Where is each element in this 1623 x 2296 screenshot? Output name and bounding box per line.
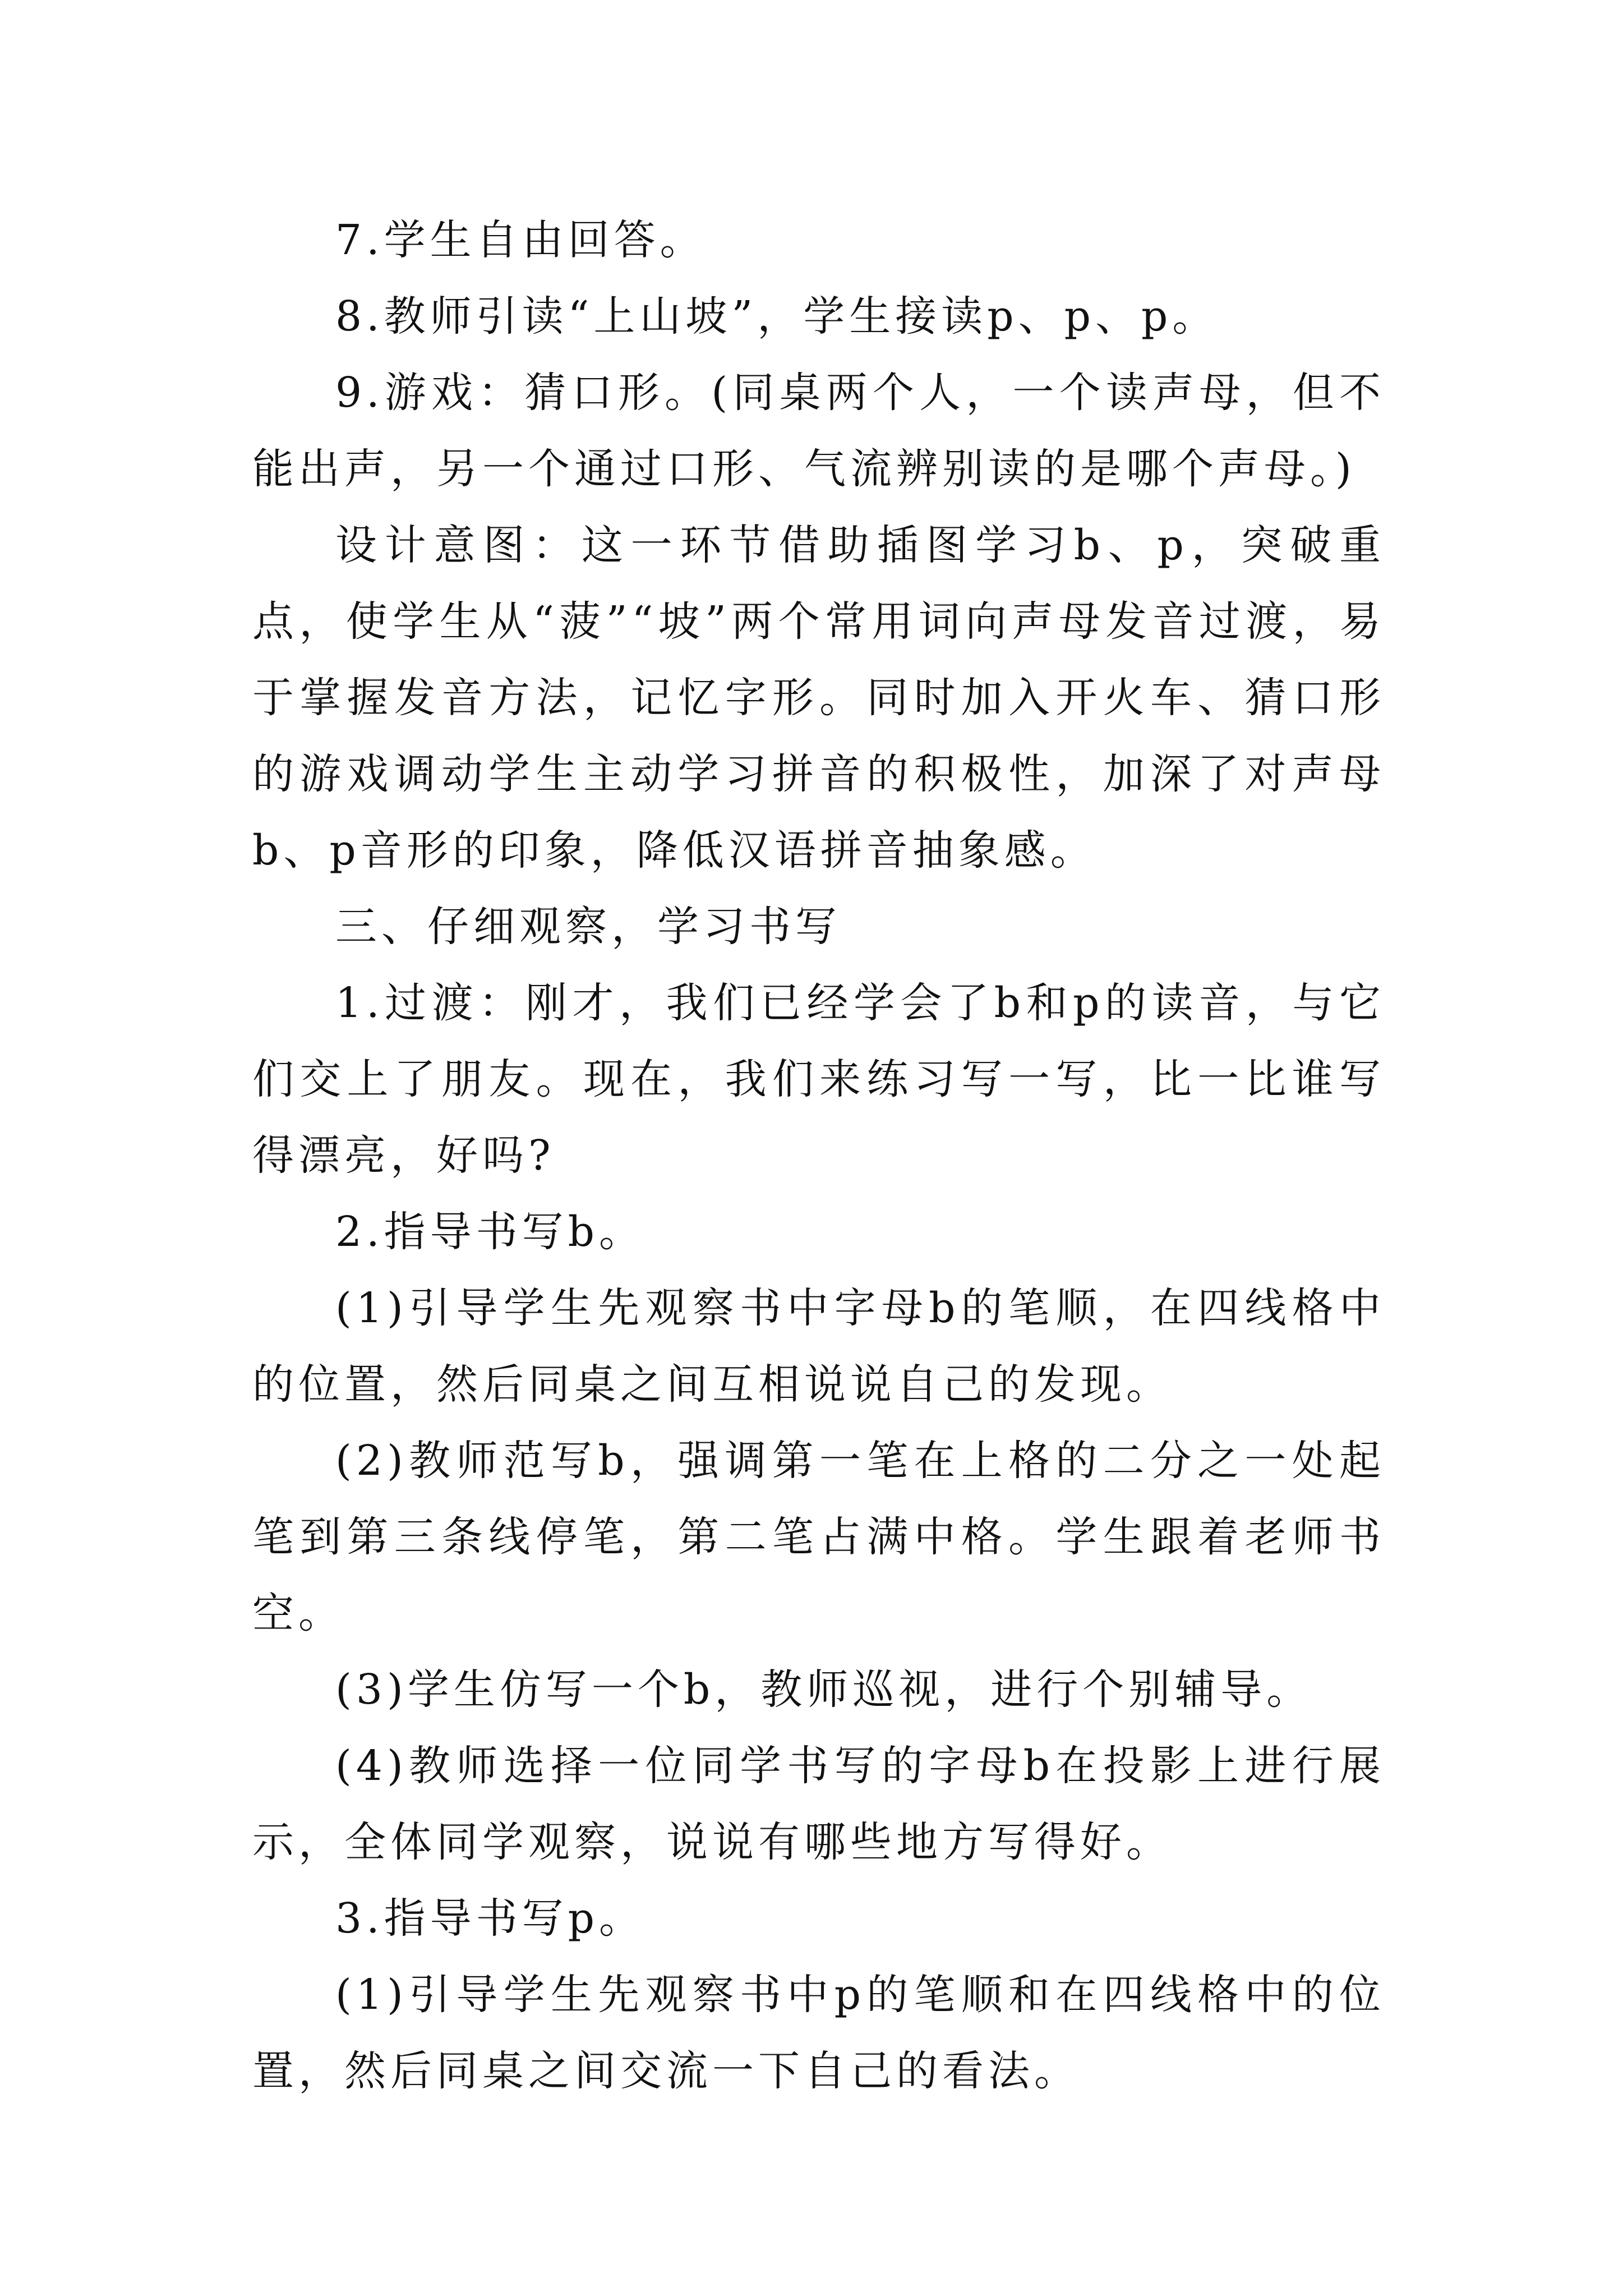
paragraph-b-sub-4: (4)教师选择一位同学书写的字母b在投影上进行展示，全体同学观察，说说有哪些地方写得好。 — [252, 1742, 1385, 1866]
paragraph-step-7: 7.学生自由回答。 — [335, 216, 706, 264]
paragraph-b-sub-3: (3)学生仿写一个b，教师巡视，进行个别辅导。 — [335, 1665, 1313, 1714]
paragraph-b-sub-2: (2)教师范写b，强调第一笔在上格的二分之一处起笔到第三条线停笔，第二笔占满中格。学生跟着老师书空。 — [252, 1437, 1385, 1637]
paragraph-step-9: 9.游戏：猜口形。(同桌两个人，一个读声母，但不能出声，另一个通过口形、气流辨别读的是哪个声母。) — [252, 369, 1385, 493]
paragraph-step-8: 8.教师引读“上山坡”，学生接读p、p、p。 — [335, 292, 1219, 341]
document-body — [252, 202, 1385, 2109]
section-heading-3: 三、仔细观察，学习书写 — [335, 903, 841, 951]
paragraph-design-intent: 设计意图：这一环节借助插图学习b、p，突破重点，使学生从“菠”“坡”两个常用词向声母发音过渡，易于掌握发音方法，记忆字形。同时加入开火车、猜口形的游戏调动学生主动学习拼音的积极性，加深了对声母b、p音形的印象，降低汉语拼音抽象感。 — [252, 521, 1385, 875]
paragraph-transition: 1.过渡：刚才，我们已经学会了b和p的读音，与它们交上了朋友。现在，我们来练习写一写，比一比谁写得漂亮，好吗? — [252, 979, 1385, 1180]
paragraph-guide-write-p: 3.指导书写p。 — [335, 1894, 645, 1943]
paragraph-b-sub-1: (1)引导学生先观察书中字母b的笔顺，在四线格中的位置，然后同桌之间互相说说自己的发现。 — [252, 1284, 1385, 1409]
paragraph-guide-write-b: 2.指导书写b。 — [335, 1208, 645, 1256]
paragraph-p-sub-1: (1)引导学生先观察书中p的笔顺和在四线格中的位置，然后同桌之间交流一下自己的看法。 — [252, 1971, 1385, 2095]
